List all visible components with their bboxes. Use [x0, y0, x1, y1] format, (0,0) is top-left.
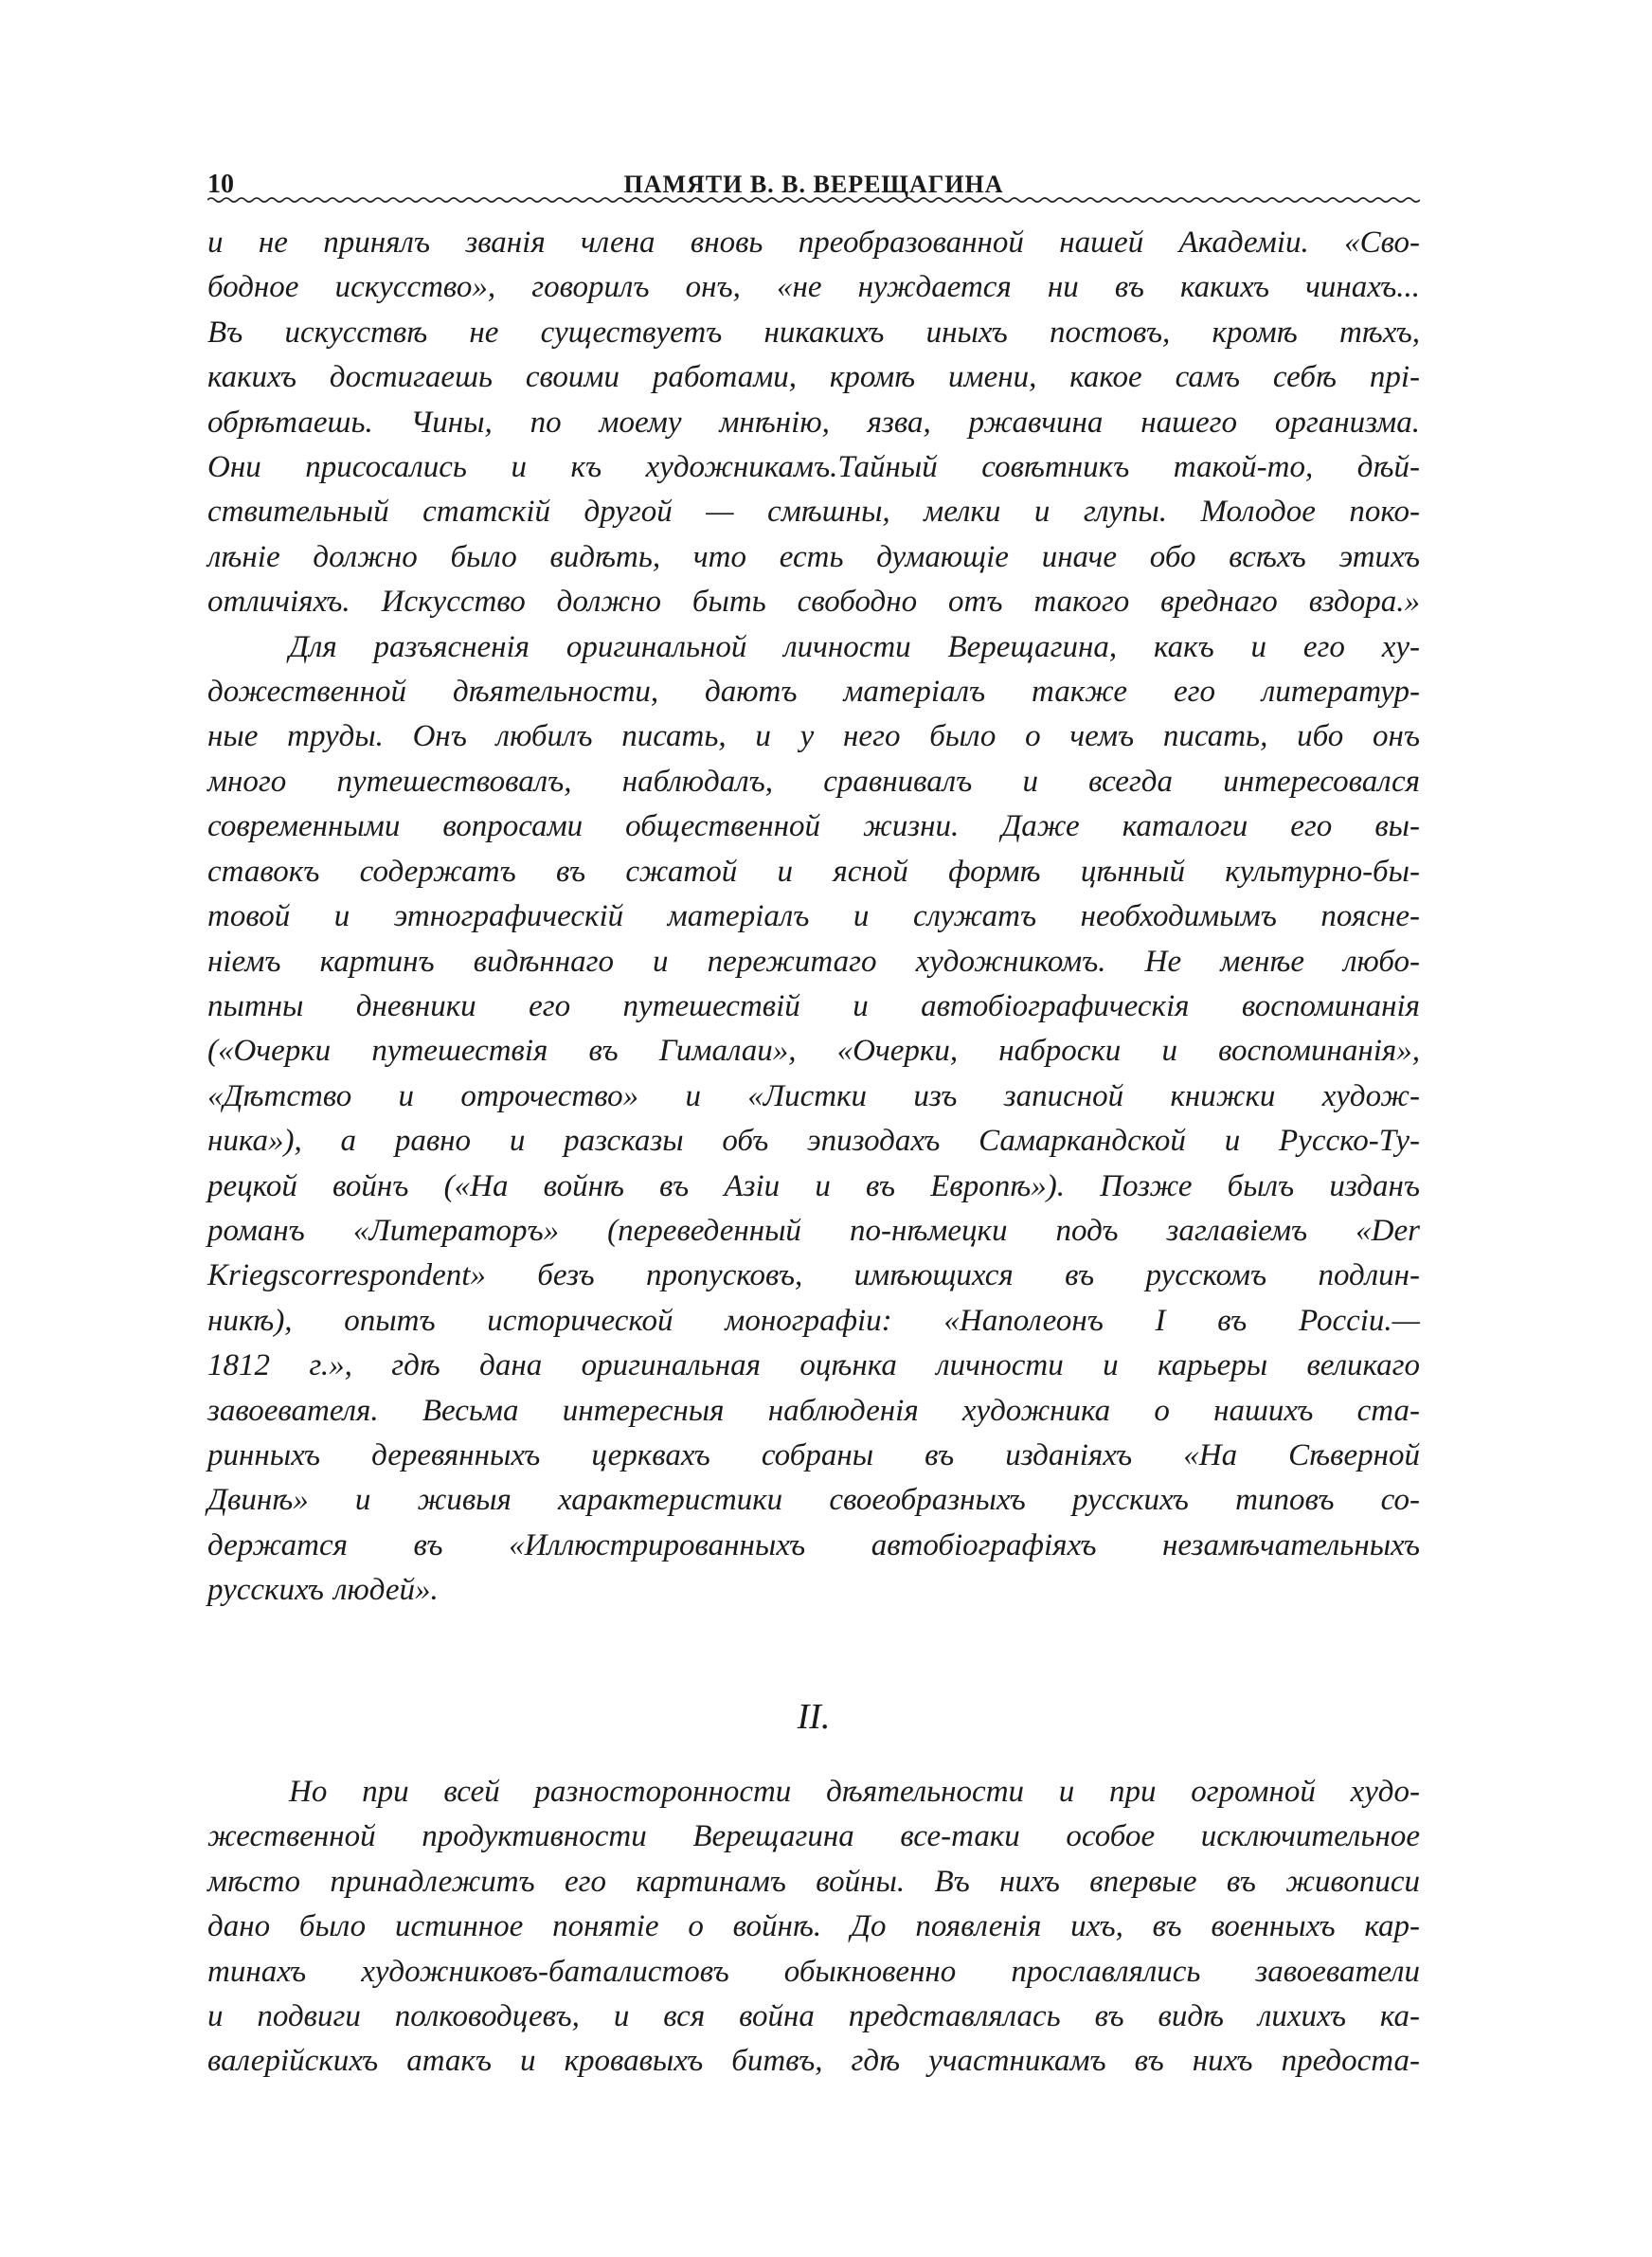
text-line: держатся въ «Иллюстрированныхъ автобіографіяхъ незамѣчательныхъ — [207, 1527, 1420, 1562]
text-line: ные труды. Онъ любилъ писать, и у него было о чемъ писать, ибо онъ — [207, 719, 1420, 754]
section-1-text — [207, 221, 1420, 1614]
text-line: много путешествовалъ, наблюдалъ, сравнивалъ и всегда интересовался — [207, 764, 1420, 799]
text-line: ринныхъ деревянныхъ церквахъ собраны въ изданіяхъ «На Сѣверной — [207, 1437, 1420, 1472]
text-line: мѣсто принадлежитъ его картинамъ войны. Въ нихъ впервые въ живописи — [207, 1864, 1420, 1899]
running-title: ПАМЯТИ В. В. ВЕРЕЩАГИНА — [623, 171, 1004, 198]
text-line: пытны дневники его путешествій и автобіографическія воспоминанія — [207, 988, 1420, 1023]
text-line: жественной продуктивности Верещагина все-таки особое исключительное — [207, 1819, 1420, 1854]
paragraph-2 — [207, 625, 1420, 1614]
text-line: ствительный статскій другой — смѣшны, мелки и глупы. Молодое поко- — [207, 495, 1420, 530]
text-line: товой и этнографическій матеріалъ и служатъ необходимымъ поясне- — [207, 899, 1420, 934]
section-heading: II. — [797, 1697, 831, 1737]
text-line: Они присосались и къ художникамъ.Тайный совѣтникъ такой-то, дѣй- — [207, 450, 1420, 485]
text-line: русскихъ людей». — [207, 1573, 439, 1608]
text-line: и подвиги полководцевъ, и вся война представлялась въ видѣ лихихъ ка- — [207, 1999, 1420, 2034]
text-line: современными вопросами общественной жизни. Даже каталоги его вы- — [207, 809, 1420, 844]
paragraph-3 — [207, 1770, 1420, 2085]
text-line: лѣніе должно было видѣть, что есть думающіе иначе обо всѣхъ этихъ — [207, 539, 1420, 574]
text-line: Двинѣ» и живыя характеристики своеобразныхъ русскихъ типовъ со- — [207, 1483, 1420, 1518]
header-rule — [207, 195, 1420, 205]
text-line: обрѣтаешь. Чины, по моему мнѣнію, язва, ржавчина нашего организма. — [207, 405, 1420, 440]
text-line: никѣ), опытъ исторической монографіи: «Наполеонъ I въ Россіи.— — [207, 1303, 1420, 1338]
text-line: ника»), а равно и разсказы объ эпизодахъ Самаркандской и Русско-Ту- — [207, 1124, 1420, 1159]
text-line: отличіяхъ. Искусство должно быть свободно отъ такого вреднаго вздора.» — [207, 585, 1420, 620]
text-line: 1812 г.», гдѣ дана оригинальная оцѣнка личности и карьеры великаго — [207, 1348, 1420, 1383]
page-number: 10 — [207, 170, 234, 199]
text-line: («Очерки путешествія въ Гималаи», «Очерки, наброски и воспоминанія», — [207, 1034, 1420, 1069]
section-2-text — [207, 1770, 1420, 2085]
text-line: ставокъ содержатъ въ сжатой и ясной формѣ цѣнный культурно-бы- — [207, 854, 1420, 889]
text-line: валерійскихъ атакъ и кровавыхъ битвъ, гдѣ участникамъ въ нихъ предоста- — [207, 2044, 1420, 2079]
text-line: завоевателя. Весьма интересныя наблюденія художника о нашихъ ста- — [207, 1393, 1420, 1428]
text-line: Въ искусствѣ не существуетъ никакихъ иныхъ постовъ, кромѣ тѣхъ, — [207, 315, 1420, 350]
header-rule-line — [207, 198, 1420, 202]
text-line: и не принялъ званія члена вновь преобразованной нашей Академіи. «Сво- — [207, 226, 1420, 260]
text-line: тинахъ художниковъ-баталистовъ обыкновенно прославлялись завоеватели — [207, 1954, 1420, 1989]
paragraph-1 — [207, 221, 1420, 625]
text-line: какихъ достигаешь своими работами, кромѣ имени, какое самъ себѣ прі- — [207, 360, 1420, 395]
text-line: дано было истинное понятіе о войнѣ. До появленія ихъ, въ военныхъ кар- — [207, 1909, 1420, 1944]
text-line: «Дѣтство и отрочество» и «Листки изъ записной книжки худож- — [207, 1078, 1420, 1113]
text-line: романъ «Литераторъ» (переведенный по-нѣмецки подъ заглавіемъ «Der — [207, 1213, 1420, 1248]
text-line: Kriegscorrespondent» безъ пропусковъ, имѣющихся въ русскомъ подлин- — [207, 1258, 1420, 1293]
text-line: ніемъ картинъ видѣннаго и пережитаго художникомъ. Не менѣе любо- — [207, 944, 1420, 979]
text-line: Для разъясненія оригинальной личности Верещагина, какъ и его ху- — [289, 629, 1420, 664]
text-line: Но при всей разносторонности дѣятельности и при огромной худо- — [289, 1775, 1420, 1809]
text-line: рецкой войнъ («На войнѣ въ Азіи и въ Европѣ»). Позже былъ изданъ — [207, 1168, 1420, 1203]
text-line: дожественной дѣятельности, даютъ матеріалъ также его литератур- — [207, 675, 1420, 710]
text-line: бодное искусство», говорилъ онъ, «не нуждается ни въ какихъ чинахъ... — [207, 270, 1420, 305]
